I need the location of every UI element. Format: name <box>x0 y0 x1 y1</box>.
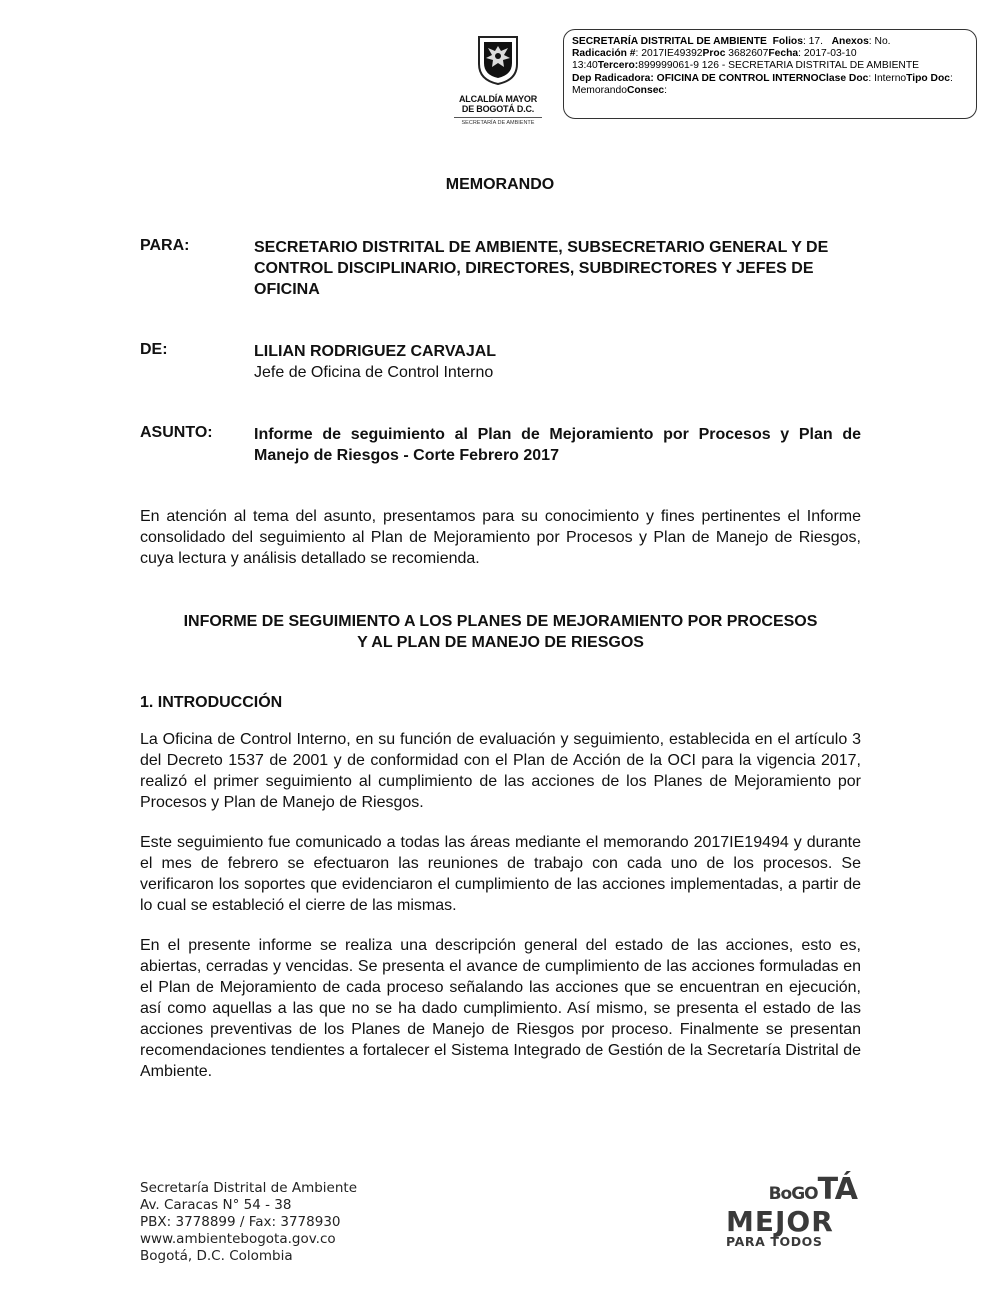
para-value: SECRETARIO DISTRITAL DE AMBIENTE, SUBSECRETARIO GENERAL Y DE CONTROL DISCIPLINARIO, DIRECTORES, SUBDIRECTORES Y JEFES DE OFICINA <box>254 239 829 298</box>
stamp-fecha-value: : 2017-03-10 13:40 <box>572 48 857 72</box>
stamp-tipo-value: : Memorando <box>572 72 953 96</box>
logo-line-bogota: DE BOGOTÁ D.C. <box>461 104 535 114</box>
brand-mejor: MEJOR <box>726 1205 834 1238</box>
brand-para-todos: PARA TODOS <box>726 1234 823 1249</box>
stamp-anexos-value: : No. <box>868 36 891 47</box>
stamp-proc-label: Proc <box>702 48 726 60</box>
stamp-dep-label: Dep Radicadora: OFICINA DE CONTROL INTERNO <box>572 72 819 84</box>
footer-address <box>140 1180 357 1265</box>
stamp-folios-value: : 17. <box>802 36 823 47</box>
footer-website-link[interactable]: www.ambientebogota.gov.co <box>140 1231 336 1247</box>
stamp-radicacion-value: : 2017IE49392 <box>635 48 703 60</box>
stamp-entity: SECRETARÍA DISTRITAL DE AMBIENTE <box>572 36 767 47</box>
stamp-fecha-label: Fecha <box>768 48 799 60</box>
stamp-clase-label: Clase Doc <box>818 72 869 84</box>
report-heading-line2: Y AL PLAN DE MANEJO DE RIESGOS <box>357 634 644 651</box>
asunto-value: Informe de seguimiento al Plan de Mejoramiento por Procesos y Plan de Manejo de Riesgos - Corte Febrero 2017 <box>254 426 861 464</box>
memo-title: MEMORANDO <box>445 176 555 193</box>
stamp-tercero-label: Tercero: <box>597 60 639 72</box>
footer-address-line: Secretaría Distrital de Ambiente <box>140 1180 358 1196</box>
section-1-title: 1. INTRODUCCIÓN <box>140 694 283 711</box>
logo-line-secretaria: SECRETARÍA DE AMBIENTE <box>454 117 542 126</box>
report-paragraph: En el presente informe se realiza una descripción general del estado de las acciones, esto es, abiertas, cerradas y vencidas. Se presenta el avance de cumplimiento de las acciones formuladas en el Plan de Mejoramiento de cada proceso señalando las acciones que se encuentran en ejecución, así como aquellas a las que no se ha dado cumplimiento. Así mismo, se presenta el estado de las acciones preventivas de los Planes de Manejo de Riesgos por proceso. Finalmente se presentan recomendaciones tendientes a fortalecer el Sistema Integrado de Gestión de la Secretaría Distrital de Ambiente. <box>140 937 861 1080</box>
stamp-tercero-value: 899999061-9 126 - SECRETARIA DISTRITAL DE AMBIENTE <box>638 60 920 72</box>
asunto-label: ASUNTO: <box>140 424 213 441</box>
de-name: LILIAN RODRIGUEZ CARVAJAL <box>254 343 497 360</box>
bogota-mejor-logo <box>726 1172 861 1249</box>
stamp-proc-value: 3682607 <box>725 48 769 60</box>
stamp-anexos-label: Anexos <box>831 36 869 47</box>
brand-bogo: BoGO <box>768 1184 818 1204</box>
report-heading-line1: INFORME DE SEGUIMIENTO A LOS PLANES DE MEJORAMIENTO POR PROCESOS <box>183 613 818 630</box>
coat-of-arms-icon <box>476 34 520 86</box>
para-label: PARA: <box>140 237 190 254</box>
stamp-consec-value: : <box>664 84 668 96</box>
stamp-tipo-label: Tipo Doc <box>906 72 951 84</box>
stamp-folios-label: Folios <box>772 36 803 47</box>
stamp-clase-value: : Interno <box>868 72 907 84</box>
intro-paragraph: En atención al tema del asunto, presentamos para su conocimiento y fines pertinentes el Informe consolidado del seguimiento al Plan de Mejoramiento por Procesos y Plan de Manejo de Riesgos, cuya lectura y análisis detallado se recomienda. <box>140 508 861 567</box>
de-role: Jefe de Oficina de Control Interno <box>254 364 494 381</box>
stamp-consec-label: Consec <box>626 84 665 96</box>
report-paragraph: Este seguimiento fue comunicado a todas las áreas mediante el memorando 2017IE19494 y durante el mes de febrero se efectuaron las reuniones de trabajo con cada uno de los procesos. Se verificaron los soportes que evidenciaron el cumplimiento de las acciones implementadas, a partir de lo cual se estableció el cierre de las mismas. <box>140 834 861 914</box>
stamp-radicacion-label: Radicación # <box>572 48 636 60</box>
alcaldia-logo <box>448 34 548 134</box>
brand-ta: TÁ <box>817 1172 857 1207</box>
radicado-stamp <box>563 29 977 119</box>
report-paragraph: La Oficina de Control Interno, en su función de evaluación y seguimiento, establecida en el artículo 3 del Decreto 1537 de 2001 y de conformidad con el Plan de Acción de la OCI para la vigencia 2017, realizó el primer seguimiento al cumplimiento de las acciones de los Planes de Mejoramiento por Procesos y Plan de Manejo de Riesgos. <box>140 731 861 811</box>
logo-line-alcaldia: ALCALDÍA MAYOR <box>458 94 538 104</box>
footer-address-line: Bogotá, D.C. Colombia <box>140 1248 293 1264</box>
footer-address-line: PBX: 3778899 / Fax: 3778930 <box>140 1214 341 1230</box>
report-heading <box>140 611 861 653</box>
de-label: DE: <box>140 341 168 358</box>
footer-address-line: Av. Caracas N° 54 - 38 <box>140 1197 292 1213</box>
